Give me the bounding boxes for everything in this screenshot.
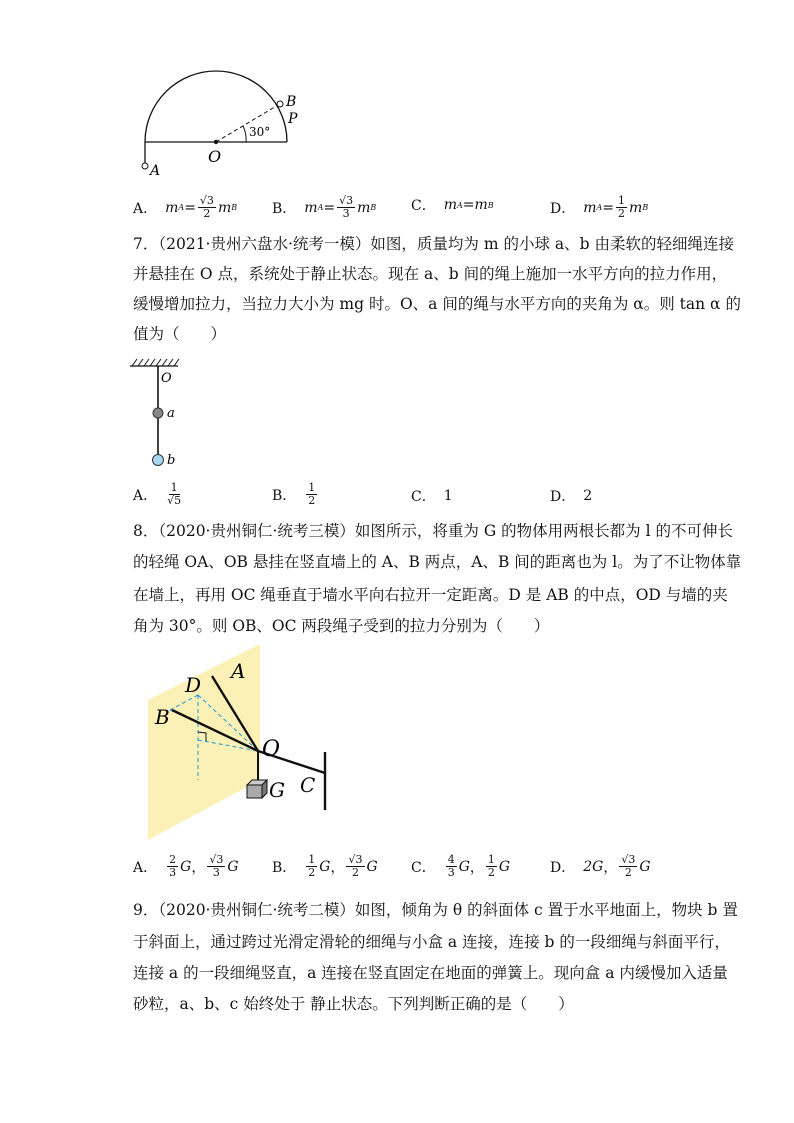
fig7-label-a: a xyxy=(167,406,175,421)
fig8-label-O: O xyxy=(262,737,281,762)
label-P: P xyxy=(288,111,298,127)
q7-option-c: C． 1 xyxy=(411,488,453,505)
hanging-balls-figure xyxy=(128,358,198,473)
q7-option-d: D． 2 xyxy=(550,488,593,505)
fig7-label-b: b xyxy=(167,453,176,468)
q8-line-2: 的轻绳 OA、OB 悬挂在竖直墙上的 A、B 两点，A、B 间的距离也为 l。为了不让物体靠 xyxy=(133,553,742,571)
q9-line-2: 于斜面上，通过跨过光滑定滑轮的细绳与小盒 a 连接，连接 b 的一段细绳与斜面平行， xyxy=(133,933,730,951)
q9-line-4: 砂粒，a、b、c 始终处于 静止状态。下列判断正确的是（ ） xyxy=(133,995,574,1013)
fig8-label-D: D xyxy=(185,673,202,697)
q8-line-3: 在墙上，再用 OC 绳垂直于墙水平向右拉开一定距离。D 是 AB 的中点，OD 与墙的夹 xyxy=(133,586,728,604)
q7-option-a: A． $\frac{1}{√5}$ xyxy=(133,481,182,507)
q9-line-3: 连接 a 的一段细绳竖直，a 连接在竖直固定在地面的弹簧上。现向盒 a 内缓慢加入适量 xyxy=(133,964,728,982)
label-angle: 30° xyxy=(249,125,271,139)
q9-line-1: 9．（2020·贵州铜仁·统考二模）如图，倾角为 θ 的斜面体 c 置于水平地面上，物块 b 置 xyxy=(133,901,738,919)
q8-option-a: A． $\frac{2}{3}$ G ， $\frac{√3}{3}$ G xyxy=(133,853,239,879)
q6-option-b: B． m A = $\frac{√3}{3}$ m B xyxy=(272,194,377,220)
q7-line-3: 缓慢增加拉力，当拉力大小为 mg 时。O、a 间的绳与水平方向的夹角为 α。则 tan α 的 xyxy=(133,295,741,313)
label-O: O xyxy=(208,147,222,166)
q7-line-1: 7．（2021·贵州六盘水·统考一模）如图，质量均为 m 的小球 a、b 由柔软的轻细绳连接 xyxy=(133,235,734,253)
q7-line-4: 值为（ ） xyxy=(133,325,227,343)
fig8-label-C: C xyxy=(300,773,316,797)
q8-line-4: 角为 30°。则 OB、OC 两段绳子受到的拉力分别为（ ） xyxy=(133,617,550,635)
semicircle-figure xyxy=(130,52,310,182)
q6-option-d: D． m A = $\frac{1}{2}$ m B xyxy=(550,194,649,220)
q6-option-c: C． m A = m B xyxy=(411,197,494,214)
fig7-label-O: O xyxy=(161,371,172,386)
q6-option-a: A． m A = $\frac{√3}{2}$ m B xyxy=(133,194,238,220)
fig8-label-B: B xyxy=(155,705,170,729)
label-A: A xyxy=(150,163,161,179)
fig8-label-G: G xyxy=(269,778,285,802)
q7-line-2: 并悬挂在 O 点，系统处于静止状态。现在 a、b 间的绳上施加一水平方向的拉力作用， xyxy=(133,265,728,283)
q8-option-d: D． 2G ， $\frac{√3}{2}$ G xyxy=(550,853,651,879)
q8-option-c: C． $\frac{4}{3}$ G ， $\frac{1}{2}$ G xyxy=(411,853,511,879)
wall-rope-figure xyxy=(140,640,340,845)
q7-option-b: B． $\frac{1}{2}$ xyxy=(272,481,316,507)
fig8-label-A: A xyxy=(231,659,246,683)
label-B: B xyxy=(286,94,297,110)
q8-option-b: B． $\frac{1}{2}$ G ， $\frac{√3}{2}$ G xyxy=(272,853,378,879)
q8-line-1: 8．（2020·贵州铜仁·统考三模）如图所示，将重为 G 的物体用两根长都为 l 的不可伸长 xyxy=(133,522,733,540)
